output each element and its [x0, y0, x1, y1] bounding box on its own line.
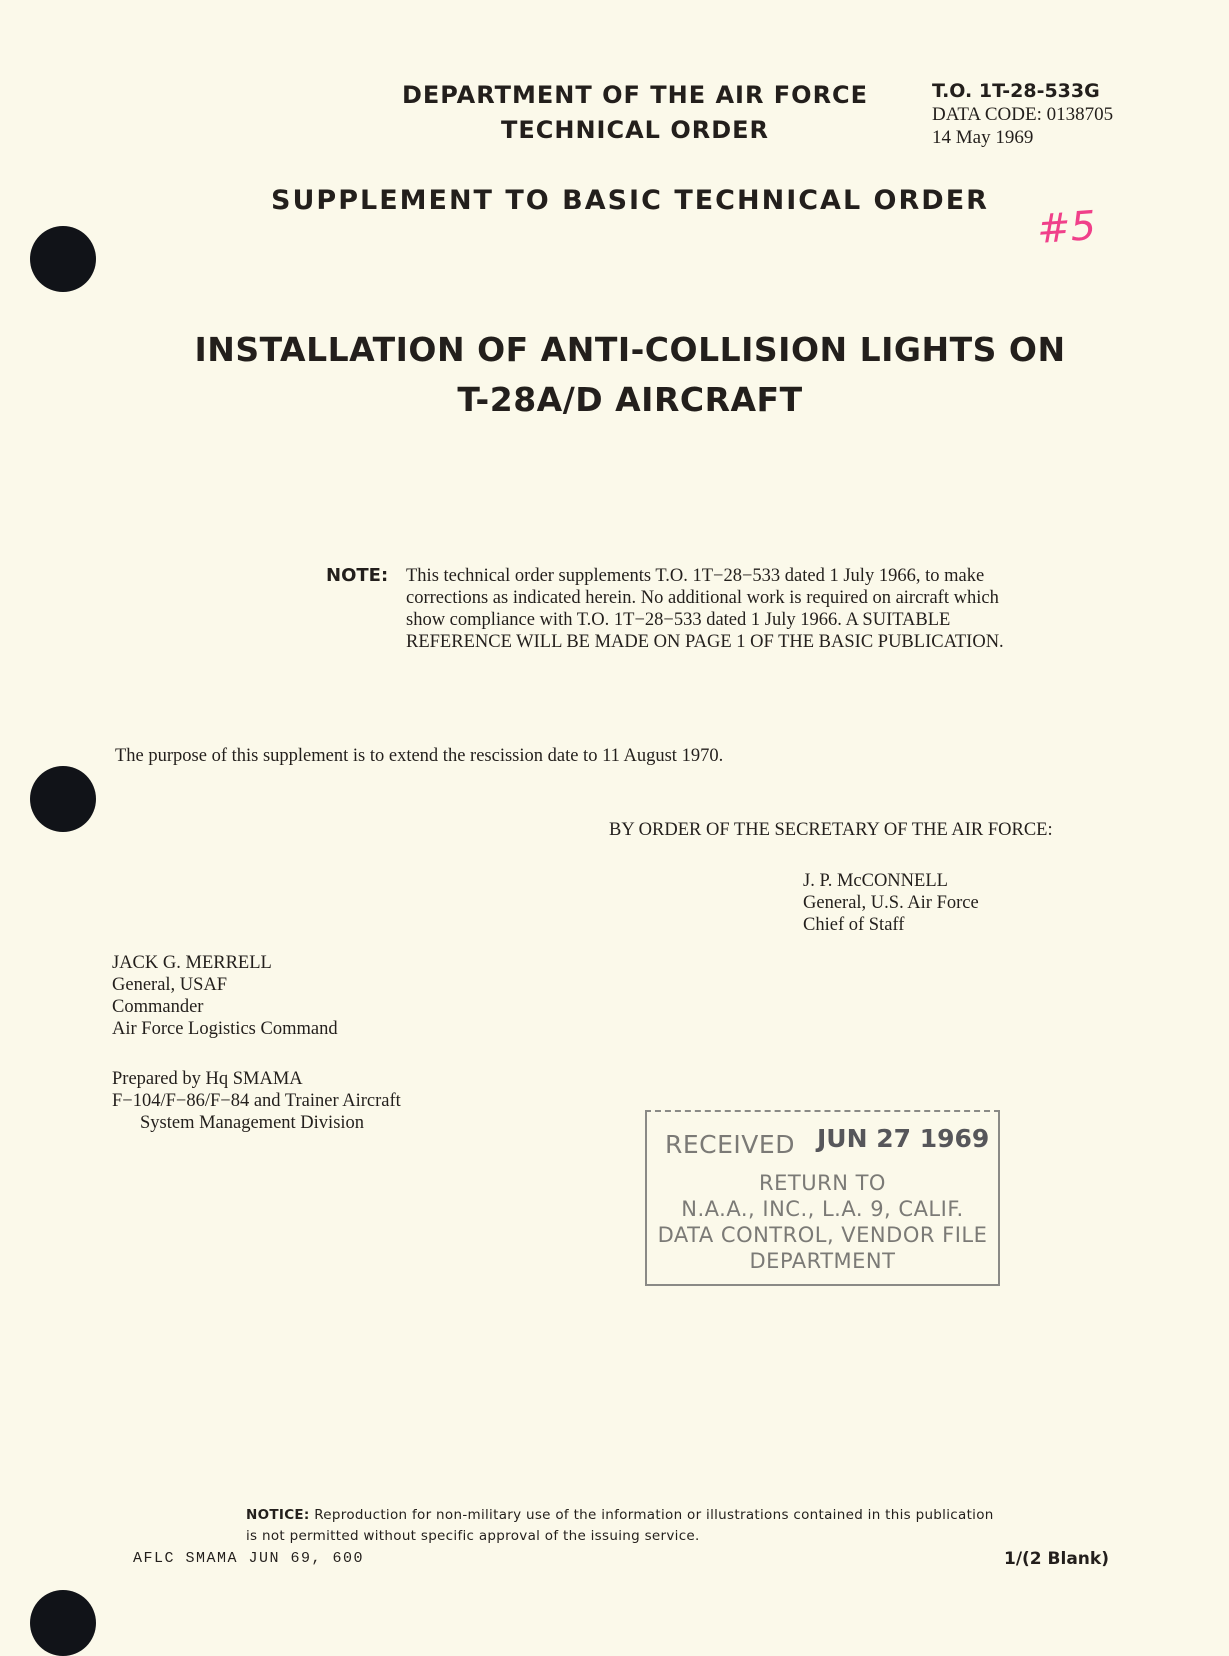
stamp-received-label: RECEIVED	[665, 1130, 795, 1159]
punch-hole-top	[30, 226, 96, 292]
data-code: DATA CODE: 0138705	[932, 104, 1114, 125]
signatory-name: J. P. McCONNELL	[803, 871, 948, 891]
page-number: 1/(2 Blank)	[1004, 1549, 1109, 1569]
signatory-title: Commander	[112, 997, 204, 1017]
signatory-rank: General, U.S. Air Force	[803, 893, 979, 913]
handwritten-mark: #5	[1035, 202, 1098, 254]
stamp-line-3: DATA CONTROL, VENDOR FILE	[657, 1223, 988, 1247]
to-identifier-block	[932, 80, 1113, 149]
stamp-line-2: N.A.A., INC., L.A. 9, CALIF.	[681, 1197, 964, 1221]
prepared-by-line-1: Prepared by Hq SMAMA	[112, 1069, 303, 1089]
order-type: TECHNICAL ORDER	[501, 116, 769, 144]
header-department	[360, 78, 910, 148]
note-label: NOTE:	[326, 565, 389, 586]
issue-date: 14 May 1969	[932, 127, 1034, 148]
supplement-heading: SUPPLEMENT TO BASIC TECHNICAL ORDER	[271, 185, 989, 216]
notice-label: NOTICE:	[246, 1507, 310, 1523]
stamp-date: JUN 27 1969	[817, 1124, 990, 1153]
punch-hole-bottom	[30, 1590, 96, 1656]
by-order-line: BY ORDER OF THE SECRETARY OF THE AIR FORCE:	[609, 820, 1053, 840]
reproduction-notice	[246, 1505, 1006, 1547]
prepared-by-line-2: F−104/F−86/F−84 and Trainer Aircraft	[112, 1091, 401, 1111]
stamp-line-4: DEPARTMENT	[749, 1249, 896, 1273]
signature-block-commander	[112, 952, 338, 1040]
title-line-1: INSTALLATION OF ANTI-COLLISION LIGHTS ON	[194, 330, 1066, 369]
signatory-command: Air Force Logistics Command	[112, 1019, 338, 1039]
note-block	[326, 565, 1006, 653]
prepared-by-line-3: System Management Division	[140, 1113, 365, 1133]
received-stamp	[645, 1110, 1000, 1286]
signature-block-chief-of-staff	[803, 870, 979, 936]
note-text: This technical order supplements T.O. 1T−28−533 dated 1 July 1966, to make corrections as indicated herein. No additional work is required on aircraft which show compliance with T.O. 1T−28−533 dated 1 July 1966. A SUITABLE REFERENCE WILL BE MADE ON PAGE 1 OF THE BASIC PUBLICATION.	[406, 566, 1004, 652]
department-name: DEPARTMENT OF THE AIR FORCE	[401, 81, 869, 109]
punch-hole-middle	[30, 766, 96, 832]
notice-text: Reproduction for non-military use of the information or illustrations contained in this publication is not permitted without specific approval of the issuing service.	[246, 1507, 994, 1544]
title-line-2: T-28A/D AIRCRAFT	[457, 380, 803, 419]
signatory-rank: General, USAF	[112, 975, 228, 995]
signatory-title: Chief of Staff	[803, 915, 905, 935]
signatory-name: JACK G. MERRELL	[112, 953, 272, 973]
print-code: AFLC SMAMA JUN 69, 600	[133, 1550, 365, 1567]
to-number: T.O. 1T-28-533G	[932, 80, 1100, 102]
prepared-by-block	[112, 1068, 401, 1134]
stamp-line-1: RETURN TO	[759, 1171, 886, 1195]
purpose-statement: The purpose of this supplement is to extend the rescission date to 11 August 1970.	[115, 746, 724, 766]
document-title	[150, 325, 1110, 425]
